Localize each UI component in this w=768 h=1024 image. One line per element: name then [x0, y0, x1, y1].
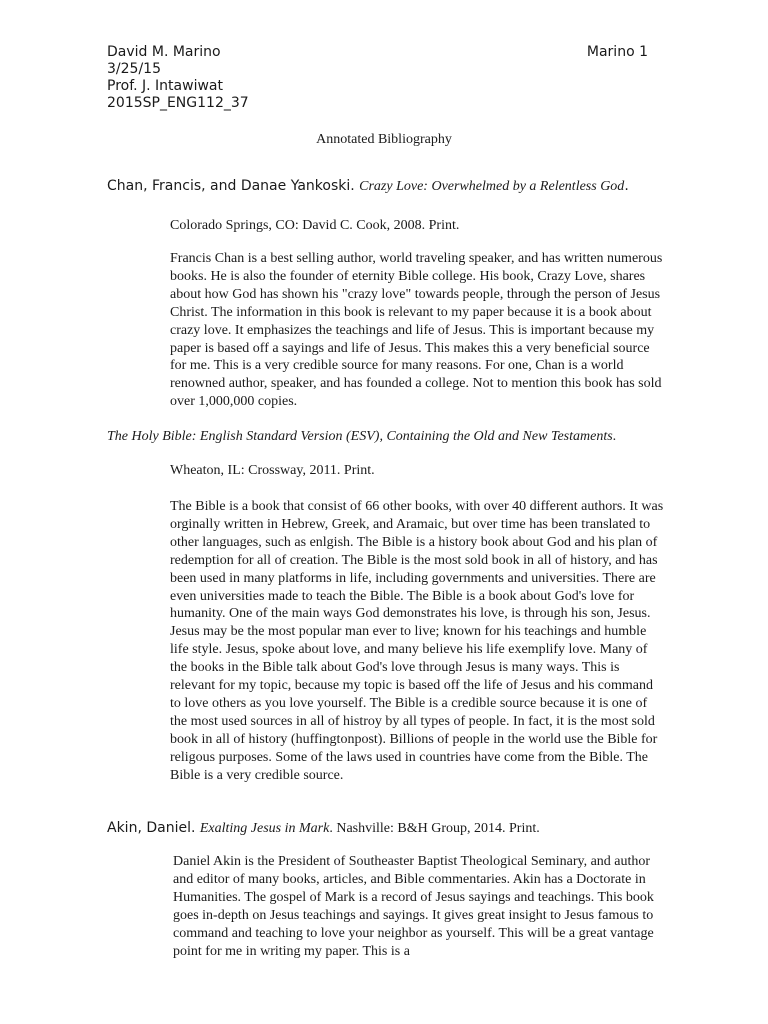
citation-heading	[107, 428, 667, 446]
citation-title-suffix: .	[624, 178, 629, 194]
citation-work-title: Crazy Love: Overwhelmed by a Relentless God	[359, 179, 625, 194]
date: 3/25/15	[107, 61, 161, 77]
course-code: 2015SP_ENG112_37	[107, 95, 249, 111]
annotation-paragraph: The Bible is a book that consist of 66 other books, with over 40 different authors. It was orginally written in Hebrew, Greek, and Aramaic, but over time has been translated to other languages, such as enlgish. The Bible is a history book about God and his plan of redemption for all of creation. The Bible is the most sold book in all of history, and has been used in many platforms in life, including governments and universities. There are even universities made to teach the Bible. The Bible is a book about God's love for humanity. One of the main ways God demonstrates his love, is through his son, Jesus. Jesus may be the most popular man ever to live; known for his teachings and humble life style. Jesus, spoke about love, and many believe his life exemplify love. Many of the books in the Bible talk about God's love through Jesus is many ways. This is relevant for my topic, because my topic is based off the life of Jesus and his command to love others as you love yourself. The Bible is a credible source because it is one of the most used sources in all of histroy by all types of people. In fact, it is the most sold book in all of history (huffingtonpost). Billions of people in the world use the Bible for religous purposes. Some of the laws used in countries have come from the Bible. The Bible is a very credible source.	[170, 499, 664, 783]
citation-heading	[107, 819, 667, 838]
annotation-paragraph: Francis Chan is a best selling author, world traveling speaker, and has written numerous books. He is also the founder of eternity Bible college. His book, Crazy Love, shares about how God has shown his "crazy love" towards people, through the person of Jesus Christ. The information in this book is relevant to my paper because it is a book about crazy love. It emphasizes the teachings and life of Jesus. This is important because my paper is based off a sayings and life of Jesus. This makes this a very beneficial source for me. This is a very credible source for many reasons. For one, Chan is a world renowned author, speaker, and has founded a college. Not to mention this book has sold over 1,000,000 copies.	[170, 251, 663, 410]
annotation-paragraph: Daniel Akin is the President of Southeaster Baptist Theological Seminary, and author and editor of many books, articles, and Bible commentaries. Akin has a Doctorate in Humanities. The gospel of Mark is a record of Jesus sayings and teachings. This book goes in-depth on Jesus teachings and sayings. It gives great insight to Jesus famous to command and teaching to love your neighbor as yourself. This will be a great vantage point for me in writing my paper. This is a	[173, 854, 654, 959]
page-number: Marino 1	[586, 44, 648, 60]
document-title: Annotated Bibliography	[316, 132, 452, 147]
citation-work-title: Exalting Jesus in Mark	[199, 821, 330, 836]
citation-work-title: The Holy Bible: English Standard Version (ESV), Containing the Old and New Testaments	[107, 429, 613, 444]
citation-authors: Akin, Daniel.	[107, 820, 200, 836]
professor-name: Prof. J. Intawiwat	[107, 78, 223, 94]
author-name: David M. Marino	[107, 44, 221, 60]
citation-publication: Wheaton, IL: Crossway, 2011. Print.	[170, 463, 375, 478]
citation-publication: Colorado Springs, CO: David C. Cook, 2008. Print.	[170, 218, 460, 233]
citation-title-suffix: .	[612, 429, 617, 444]
header-block	[107, 44, 407, 112]
citation-authors: Chan, Francis, and Danae Yankoski.	[107, 178, 360, 194]
citation-title-suffix: . Nashville: B&H Group, 2014. Print.	[329, 821, 540, 836]
citation-heading	[107, 178, 667, 196]
